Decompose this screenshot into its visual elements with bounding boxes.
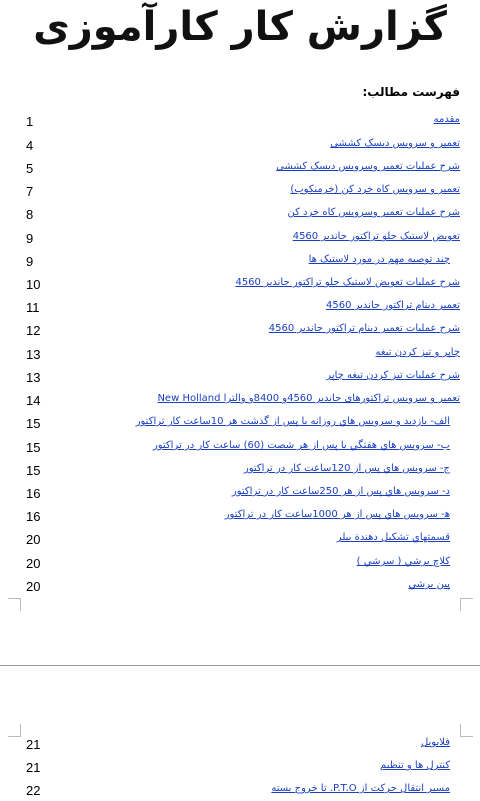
toc-entry-link[interactable]: شرح عملیات تعویض لاستیک جلو تراکتور جاندیر 4560 bbox=[235, 277, 460, 288]
toc-page-number: 10 bbox=[26, 277, 41, 292]
toc-entry-link[interactable]: تعمیر و سرویس تراکتورهای جاندیر 4560و 8400و والترا New Holland bbox=[157, 393, 460, 404]
toc-entry[interactable] bbox=[0, 556, 480, 574]
toc-entry[interactable] bbox=[0, 114, 480, 132]
toc-page-number: 20 bbox=[26, 532, 41, 547]
toc-page-number: 5 bbox=[26, 161, 34, 176]
toc-page-number: 20 bbox=[26, 556, 41, 571]
toc-entry-link[interactable]: قسمتهاي تشكيل دهندة بيلر bbox=[336, 532, 450, 543]
toc-entry[interactable] bbox=[0, 277, 480, 295]
toc-entry-link[interactable]: ب- سرويس هاي هفتگي يا پس از هر شصت (60) ساعت كار در تراكتور bbox=[152, 440, 450, 451]
toc-entry-link[interactable]: تعمیر دینام تراکتور جاندیر 4560 bbox=[326, 300, 460, 311]
toc-entry-link[interactable]: تعویض لاستیک جلو تراکتور جاندیر 4560 bbox=[292, 231, 460, 242]
toc-entry-link[interactable]: مقدمه bbox=[433, 114, 460, 125]
toc-page-number: 16 bbox=[26, 486, 41, 501]
toc-entry[interactable] bbox=[0, 579, 480, 597]
toc-entry[interactable] bbox=[0, 783, 480, 801]
toc-heading: فهرست مطالب: bbox=[362, 85, 460, 99]
toc-page-number: 8 bbox=[26, 207, 34, 222]
toc-page-number: 20 bbox=[26, 579, 41, 594]
toc-entry-link[interactable]: الف- بازديد و سرويس هاي روزانه يا پس از گذشت هر 10ساعت كار تراكتور bbox=[135, 416, 450, 427]
toc-page-number: 21 bbox=[26, 737, 41, 752]
toc-page-number: 4 bbox=[26, 138, 34, 153]
toc-entry-link[interactable]: تعمیر و سرویس کاه خرد کن (خرمنکوب) bbox=[290, 184, 460, 195]
toc-entry[interactable] bbox=[0, 486, 480, 504]
toc-entry[interactable] bbox=[0, 207, 480, 225]
toc-entry[interactable] bbox=[0, 532, 480, 550]
toc-page-number: 1 bbox=[26, 114, 34, 129]
toc-page-number: 9 bbox=[26, 254, 34, 269]
toc-entry[interactable] bbox=[0, 393, 480, 411]
toc-entry-link[interactable]: چند توصیه مهم در مورد لاستیک ها bbox=[308, 254, 450, 265]
toc-entry[interactable] bbox=[0, 300, 480, 318]
toc-entry-link[interactable]: د- سرويس هاي پس از هر 250ساعت كار در تراكتور bbox=[231, 486, 450, 497]
toc-entry-link[interactable]: كلاچ برشي ( سرشي ) bbox=[356, 556, 450, 567]
document-title: گزارش کار کارآموزی bbox=[33, 4, 447, 50]
toc-entry[interactable] bbox=[0, 509, 480, 527]
toc-page-number: 16 bbox=[26, 509, 41, 524]
toc-page-number: 11 bbox=[26, 300, 40, 315]
toc-entry-link[interactable]: كنترل ها و تنظيم bbox=[380, 760, 450, 771]
toc-entry[interactable] bbox=[0, 231, 480, 249]
toc-entry[interactable] bbox=[0, 347, 480, 365]
toc-entry[interactable] bbox=[0, 370, 480, 388]
page-corner-mark bbox=[8, 598, 21, 611]
toc-entry-link[interactable]: پين برشي bbox=[408, 579, 450, 590]
toc-entry[interactable] bbox=[0, 440, 480, 458]
page-corner-mark bbox=[460, 724, 473, 737]
toc-page-number: 15 bbox=[26, 440, 41, 455]
toc-entry[interactable] bbox=[0, 463, 480, 481]
toc-entry-link[interactable]: شرح عملیات تعمیر وسرویس دیسک کششی bbox=[276, 161, 460, 172]
toc-entry-link[interactable]: مسير انتقال حركت از P.T.O. تا خروج بسته bbox=[271, 783, 450, 794]
toc-entry[interactable] bbox=[0, 254, 480, 272]
toc-page-number: 13 bbox=[26, 347, 41, 362]
toc-entry-link[interactable]: چاپر و تیز کردن تیغه bbox=[375, 347, 460, 358]
toc-entry[interactable] bbox=[0, 760, 480, 778]
toc-page-number: 21 bbox=[26, 760, 41, 775]
toc-entry-link[interactable]: ج- سرويس هاي پس از 120ساعت كار در تراكتور bbox=[243, 463, 450, 474]
toc-page-number: 7 bbox=[26, 184, 34, 199]
toc-entry-link[interactable]: شرح عملیات تیز کردن تیغه چاپر bbox=[326, 370, 460, 381]
page-corner-mark bbox=[8, 724, 21, 737]
toc-entry-link[interactable]: ﻫ- سرويس هاي پس از هر 1000ساعت كار در تراكتور bbox=[224, 509, 450, 520]
toc-page-number: 15 bbox=[26, 463, 41, 478]
toc-page-number: 14 bbox=[26, 393, 41, 408]
toc-entry[interactable] bbox=[0, 138, 480, 156]
toc-entry[interactable] bbox=[0, 184, 480, 202]
toc-page-number: 13 bbox=[26, 370, 41, 385]
toc-page-number: 12 bbox=[26, 323, 41, 338]
toc-entry[interactable] bbox=[0, 737, 480, 755]
toc-entry[interactable] bbox=[0, 416, 480, 434]
toc-entry-link[interactable]: شرح عملیات تعمیر وسرویس کاه خرد کن bbox=[287, 207, 460, 218]
toc-entry[interactable] bbox=[0, 323, 480, 341]
toc-page-number: 9 bbox=[26, 231, 34, 246]
page-break-line bbox=[0, 665, 480, 666]
toc-entry-link[interactable]: شرح عملیات تعمیر دینام تراکتور جاندیر 4560 bbox=[268, 323, 460, 334]
page-corner-mark bbox=[460, 598, 473, 611]
toc-entry-link[interactable]: فلايويل bbox=[420, 737, 450, 748]
toc-entry-link[interactable]: تعمیر و سرویس دیسک کششی bbox=[330, 138, 460, 149]
toc-entry[interactable] bbox=[0, 161, 480, 179]
toc-page-number: 22 bbox=[26, 783, 41, 798]
toc-page-number: 15 bbox=[26, 416, 41, 431]
